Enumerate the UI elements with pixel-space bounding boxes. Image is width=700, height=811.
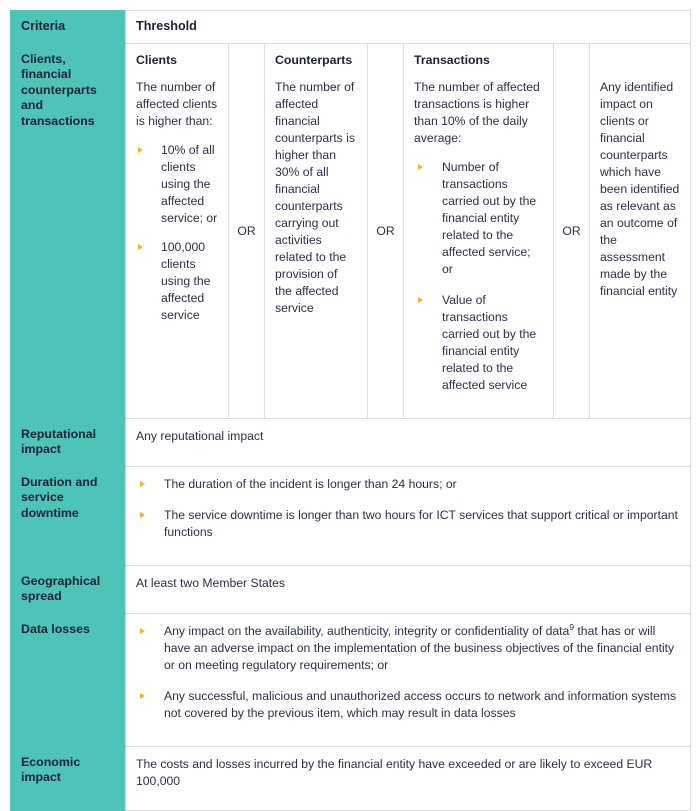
list-item-text: Any successful, malicious and unauthorized access occurs to network and information systems not covered by the previous item, which may result in data losses xyxy=(164,688,677,720)
table-row xyxy=(11,613,691,746)
reputational-impact-text: Any reputational impact xyxy=(136,428,264,443)
table-row xyxy=(11,43,691,418)
criteria-threshold-table-frame xyxy=(10,10,690,788)
table-row xyxy=(11,746,691,810)
triangle-bullet-icon xyxy=(140,628,145,634)
cell-duration-downtime xyxy=(126,466,691,565)
cell-economic-impact xyxy=(126,746,691,810)
table-row xyxy=(11,466,691,565)
triangle-bullet-icon xyxy=(140,481,145,487)
criteria-reputational-impact: Reputational impact xyxy=(11,418,126,466)
subheading-clients: Clients xyxy=(136,52,177,67)
cell-counterparts xyxy=(265,43,368,418)
list-item xyxy=(136,688,680,722)
data-losses-bullet-list xyxy=(136,623,680,722)
list-item xyxy=(136,239,218,324)
list-item-text: Number of transactions carried out by the financial entity related to the affected service; or xyxy=(442,159,537,276)
or-connector-1: OR xyxy=(229,43,265,418)
header-criteria-label: Criteria xyxy=(11,11,126,44)
criteria-threshold-table xyxy=(10,10,691,811)
cell-data-losses xyxy=(126,613,691,746)
criteria-data-losses: Data losses xyxy=(11,613,126,746)
criteria-geographical-spread: Geographical spread xyxy=(11,565,126,613)
triangle-bullet-icon xyxy=(418,297,423,303)
clients-lead-text: The number of affected clients is higher than: xyxy=(136,79,218,128)
triangle-bullet-icon xyxy=(138,244,143,250)
transactions-lead-text: The number of affected transactions is higher than 10% of the daily average: xyxy=(414,79,540,145)
list-item-text-pre: Any impact on the availability, authenticity, integrity or confidentiality of data xyxy=(164,623,570,638)
table-row xyxy=(11,565,691,613)
counterparts-text: The number of affected financial counterparts is higher than 30% of all financial counterparts carrying out activities related to the provision of the affected service xyxy=(275,79,355,315)
table-row xyxy=(11,418,691,466)
duration-bullet-list xyxy=(136,476,680,541)
cell-identified-impact xyxy=(590,43,691,418)
cell-clients xyxy=(126,43,229,418)
list-item-text: 100,000 clients using the affected service xyxy=(161,239,211,322)
triangle-bullet-icon xyxy=(418,164,423,170)
cell-transactions xyxy=(404,43,554,418)
economic-impact-text: The costs and losses incurred by the financial entity have exceeded or are likely to exceed EUR 100,000 xyxy=(136,756,653,788)
or-connector-2: OR xyxy=(368,43,404,418)
criteria-economic-impact: Economic impact xyxy=(11,746,126,810)
list-item xyxy=(136,623,680,674)
subheading-transactions: Transactions xyxy=(414,52,490,67)
list-item-text-post: that has or will have an adverse impact on the implementation of the business objectives of the financial entity or on meeting regulatory requirements; or xyxy=(164,623,675,672)
footnote-marker: 9 xyxy=(569,621,575,632)
criteria-duration-and-service-downtime: Duration and service downtime xyxy=(11,466,126,565)
cell-geographical-spread xyxy=(126,565,691,613)
list-item-text: 10% of all clients using the affected service; or xyxy=(161,142,218,225)
geographical-spread-text: At least two Member States xyxy=(136,575,286,590)
list-item-text: The service downtime is longer than two hours for ICT services that support critical or important functions xyxy=(164,507,678,539)
list-item xyxy=(136,507,680,541)
list-item xyxy=(136,476,680,493)
triangle-bullet-icon xyxy=(140,693,145,699)
or-connector-3: OR xyxy=(554,43,590,418)
table-header-row xyxy=(11,11,691,44)
cell-reputational-impact xyxy=(126,418,691,466)
transactions-bullet-list xyxy=(414,159,543,394)
list-item-text: The duration of the incident is longer than 24 hours; or xyxy=(164,476,457,491)
list-item xyxy=(136,142,218,227)
clients-bullet-list xyxy=(136,142,218,324)
triangle-bullet-icon xyxy=(140,512,145,518)
list-item xyxy=(414,159,543,278)
list-item xyxy=(414,292,543,394)
identified-impact-text: Any identified impact on clients or financial counterparts which have been identified as relevant as an outcome of the assessment made by the financial entity xyxy=(600,79,680,298)
criteria-clients-financial-counterparts-transactions: Clients, financial counterparts and transactions xyxy=(11,43,126,418)
triangle-bullet-icon xyxy=(138,147,143,153)
header-threshold-label: Threshold xyxy=(126,11,691,44)
list-item-text: Value of transactions carried out by the financial entity related to the affected service xyxy=(442,292,537,392)
subheading-counterparts: Counterparts xyxy=(275,52,353,67)
